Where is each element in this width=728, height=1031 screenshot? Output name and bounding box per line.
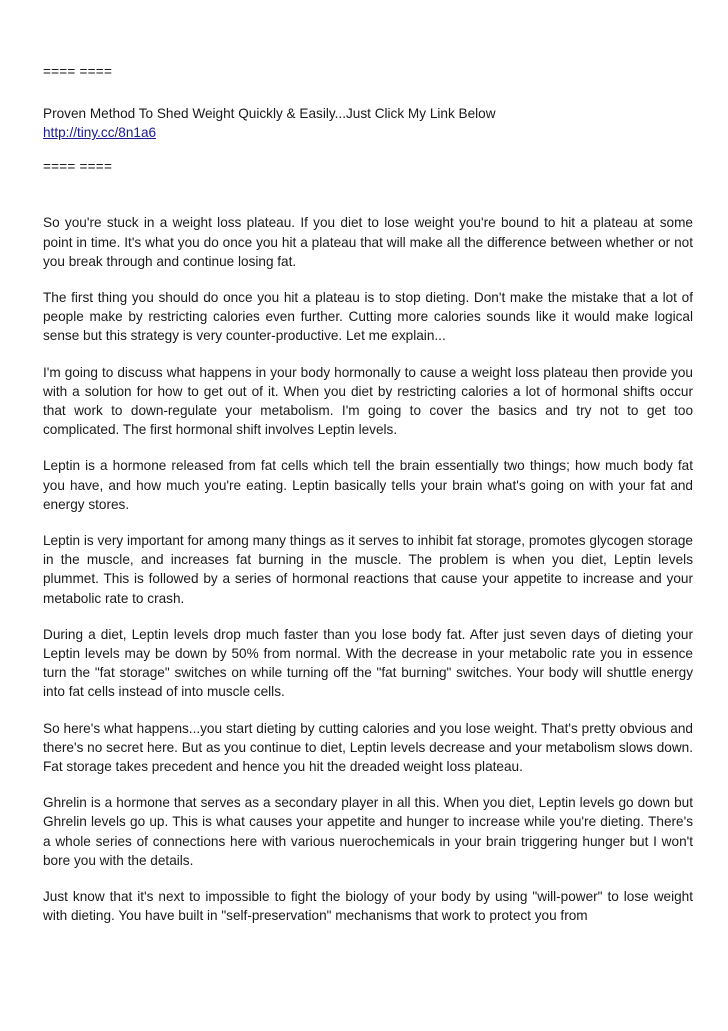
article-paragraph: Just know that it's next to impossible to fight the biology of your body by using "will-power" to lose weight with dieting. You have built in "self-preservation" mechanisms that work to protect you from (43, 889, 693, 924)
article-paragraph: So you're stuck in a weight loss plateau. If you diet to lose weight you're bound to hit a plateau at some point in time. It's what you do once you hit a plateau that will make all the difference between whether or not you break through and continue losing fat. (43, 215, 693, 269)
document-page (43, 62, 693, 943)
article-paragraph: Leptin is a hormone released from fat cells which tell the brain essentially two things; how much body fat you have, and how much you're eating. Leptin basically tells your brain what's going on with your fat and energy stores. (43, 458, 693, 512)
separator-top: ==== ==== (43, 64, 113, 79)
article-paragraph: Ghrelin is a hormone that serves as a secondary player in all this. When you diet, Leptin levels go down but Ghrelin levels go up. This is what causes your appetite and hunger to increase while you're dieting. There's a whole series of connections here with various nuerochemicals in your brain triggering hunger but I won't bore you with the details. (43, 795, 693, 868)
article-paragraph: So here's what happens...you start dieting by cutting calories and you lose weight. That's pretty obvious and there's no secret here. But as you continue to diet, Leptin levels decrease and your metabolism slows down. Fat storage takes precedent and hence you hit the dreaded weight loss plateau. (43, 720, 693, 775)
article-paragraph: The first thing you should do once you hit a plateau is to stop dieting. Don't make the mistake that a lot of people make by restricting calories even further. Cutting more calories sounds like it would make logical sense but this strategy is very counter-productive. Let me explain... (43, 290, 693, 344)
promo-text: Proven Method To Shed Weight Quickly & Easily...Just Click My Link Below (43, 106, 496, 121)
promo-link[interactable]: http://tiny.cc/8n1a6 (43, 125, 157, 141)
article-body (43, 213, 693, 925)
separator-bottom: ==== ==== (43, 159, 113, 175)
article-paragraph: Leptin is very important for among many things as it serves to inhibit fat storage, promotes glycogen storage in the muscle, and increases fat burning in the muscle. The problem is when you diet, Leptin levels plummet. This is followed by a series of hormonal reactions that cause your appetite to increase and your metabolic rate to crash. (43, 533, 693, 606)
article-paragraph: During a diet, Leptin levels drop much faster than you lose body fat. After just seven days of dieting your Leptin levels may be down by 50% from normal. With the decrease in your metabolic rate you in essence turn the "fat storage" switches on while turning off the "fat burning" switches. Your body will shuttle energy into fat cells instead of into muscle cells. (43, 626, 693, 700)
article-paragraph: I'm going to discuss what happens in your body hormonally to cause a weight loss plateau then provide you with a solution for how to get out of it. When you diet by restricting calories a lot of hormonal shifts occur that work to down-regulate your metabolism. I'm going to cover the basics and try not to get too complicated. The first hormonal shift involves Leptin levels. (43, 364, 693, 438)
promo-block (43, 104, 693, 142)
